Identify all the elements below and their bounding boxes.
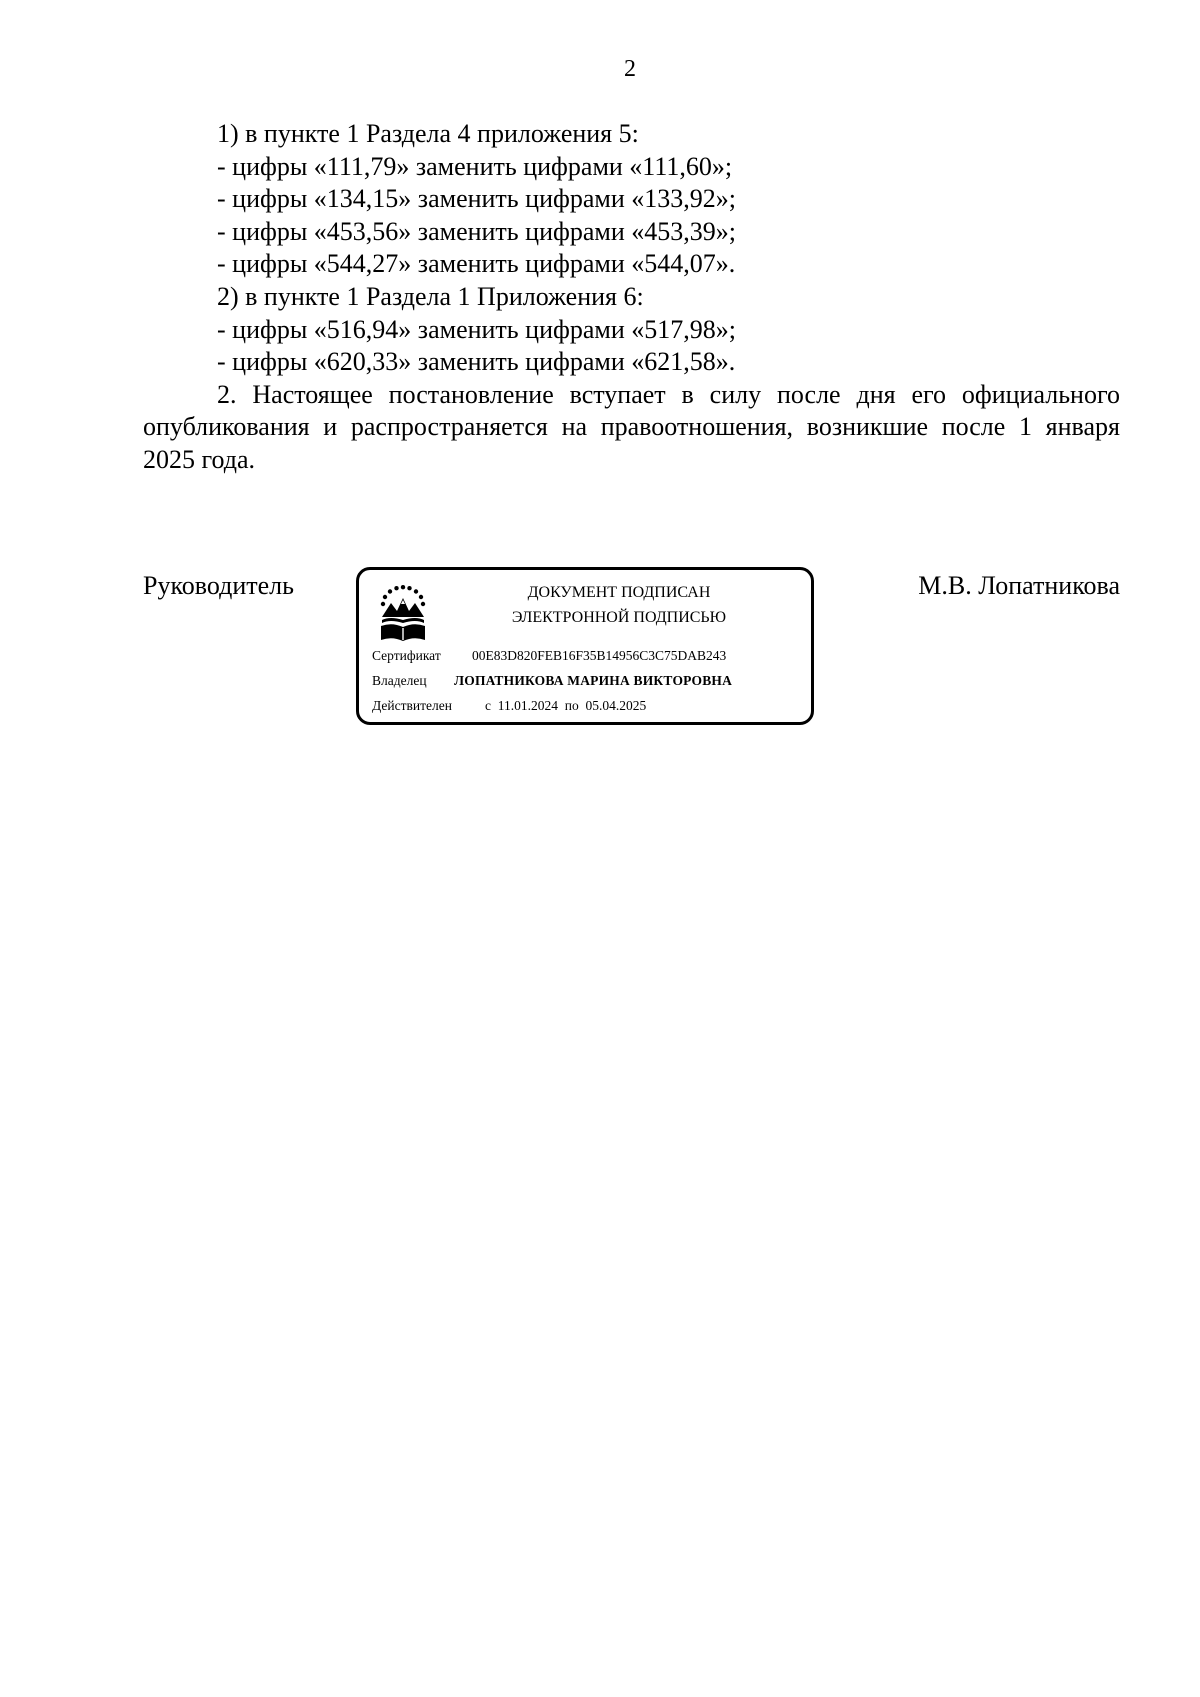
signer-name: М.В. Лопатникова bbox=[918, 571, 1120, 600]
stamp-title-line1: ДОКУМЕНТ ПОДПИСАН bbox=[527, 584, 711, 601]
validity-from-date: 11.01.2024 bbox=[497, 698, 558, 713]
validity-from-prefix: с bbox=[485, 698, 491, 713]
validity-to-date: 05.04.2025 bbox=[585, 698, 647, 713]
document-body bbox=[143, 118, 1120, 477]
electronic-signature-stamp bbox=[356, 567, 814, 725]
stamp-owner-row bbox=[372, 673, 732, 689]
item1-line: - цифры «453,56» заменить цифрами «453,39»; bbox=[217, 216, 736, 246]
stamp-title bbox=[449, 580, 789, 630]
item2-line: - цифры «620,33» заменить цифрами «621,58». bbox=[217, 347, 736, 377]
stamp-validity-row bbox=[372, 698, 646, 714]
validity-to-prefix: по bbox=[564, 698, 579, 713]
item1-line: - цифры «134,15» заменить цифрами «133,92»; bbox=[217, 184, 736, 214]
item1-heading: 1) в пункте 1 Раздела 4 приложения 5: bbox=[217, 119, 639, 148]
item2-line: - цифры «516,94» заменить цифрами «517,98»; bbox=[217, 314, 736, 344]
stamp-certificate-row bbox=[372, 648, 726, 664]
item1-line: - цифры «544,27» заменить цифрами «544,07». bbox=[217, 249, 736, 279]
owner-label: Владелец bbox=[372, 673, 427, 688]
coat-of-arms-emblem-icon bbox=[377, 584, 429, 644]
page-number: 2 bbox=[624, 56, 636, 82]
owner-value: ЛОПАТНИКОВА МАРИНА ВИКТОРОВНА bbox=[454, 673, 733, 688]
certificate-value: 00E83D820FEB16F35B14956C3C75DAB243 bbox=[472, 648, 727, 663]
item2-heading: 2) в пункте 1 Раздела 1 Приложения 6: bbox=[217, 281, 644, 311]
certificate-label: Сертификат bbox=[372, 648, 441, 663]
item1-line: - цифры «111,79» заменить цифрами «111,60»; bbox=[217, 151, 733, 181]
signer-role: Руководитель bbox=[143, 571, 294, 600]
clause-2-paragraph: 2. Настоящее постановление вступает в силу после дня его официального опубликования и распространяется на правоотношения, возникшие после 1 января 2025 года. bbox=[143, 379, 1120, 474]
stamp-title-line2: ЭЛЕКТРОННОЙ ПОДПИСЬЮ bbox=[511, 609, 727, 626]
validity-label: Действителен bbox=[372, 698, 452, 713]
